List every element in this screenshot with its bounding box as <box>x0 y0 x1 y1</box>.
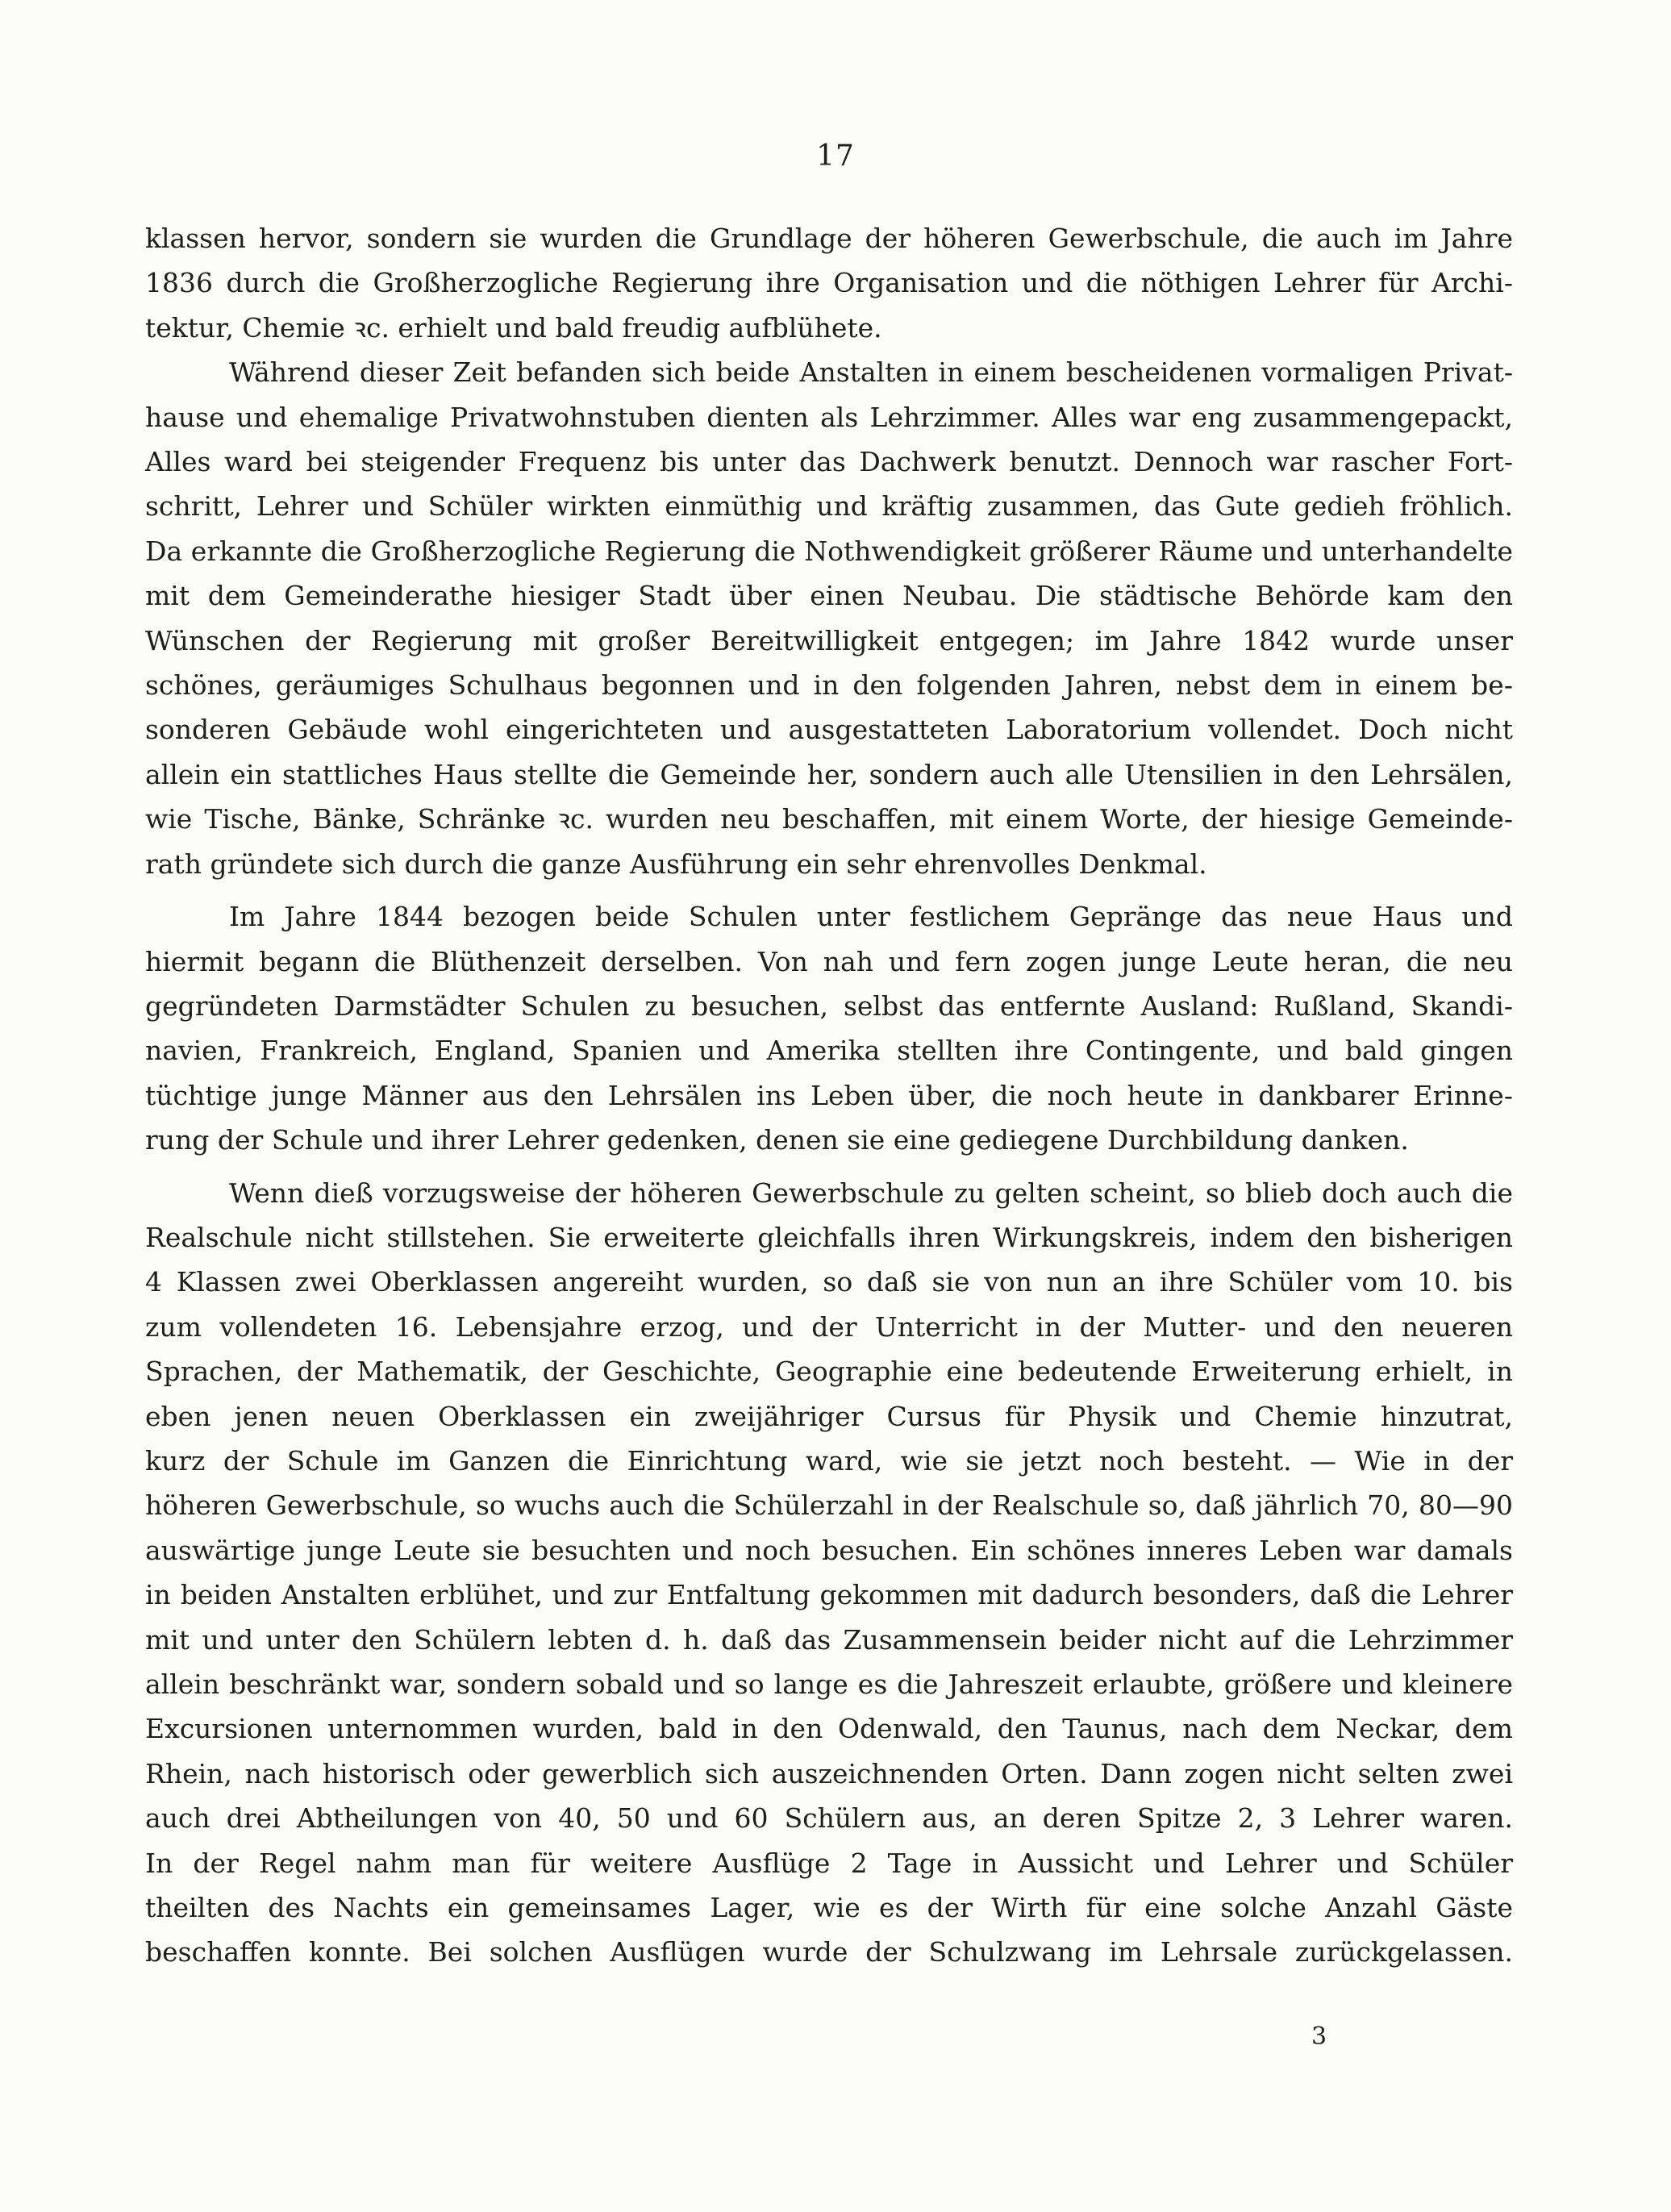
text-line: theilten des Nachts ein gemeinsames Lager, wie es der Wirth für eine solche Anzahl Gäste <box>145 1892 1513 1924</box>
text-line: Alles ward bei steigender Frequenz bis unter das Dachwerk benutzt. Dennoch war rascher Fort- <box>145 446 1513 478</box>
text-line: rung der Schule und ihrer Lehrer gedenken, denen sie eine gediegene Durchbildung danken. <box>145 1124 1409 1156</box>
text-line: 4 Klassen zwei Oberklassen angereiht wurden, so daß sie von nun an ihre Schüler vom 10. bis <box>145 1266 1513 1298</box>
text-line: Wenn dieß vorzugsweise der höheren Gewerbschule zu gelten scheint, so blieb doch auch die <box>229 1177 1513 1209</box>
text-line: wie Tische, Bänke, Schränke ꝛc. wurden neu beschaffen, mit einem Worte, der hiesige Gemeinde- <box>145 803 1513 835</box>
text-line: hause und ehemalige Privatwohnstuben dienten als Lehrzimmer. Alles war eng zusammengepackt, <box>145 401 1513 433</box>
body-text <box>145 216 1513 1975</box>
text-line: Realschule nicht stillstehen. Sie erweiterte gleichfalls ihren Wirkungskreis, indem den bisherigen <box>145 1221 1513 1253</box>
text-line: schönes, geräumiges Schulhaus begonnen und in den folgenden Jahren, nebst dem in einem be- <box>145 669 1513 702</box>
text-line: In der Regel nahm man für weitere Ausflüge 2 Tage in Aussicht und Lehrer und Schüler <box>145 1847 1513 1879</box>
text-line: Da erkannte die Großherzogliche Regierung die Nothwendigkeit größerer Räume und unterhandelte <box>145 535 1513 567</box>
text-line: sonderen Gebäude wohl eingerichteten und ausgestatteten Laboratorium vollendet. Doch nicht <box>145 714 1513 746</box>
text-line: rath gründete sich durch die ganze Ausführung ein sehr ehrenvolles Denkmal. <box>145 848 1207 880</box>
text-line: Rhein, nach historisch oder gewerblich sich auszeichnenden Orten. Dann zogen nicht selten zwei <box>145 1757 1513 1789</box>
text-line: Wünschen der Regierung mit großer Bereitwilligkeit entgegen; im Jahre 1842 wurde unser <box>145 624 1513 656</box>
text-line: klassen hervor, sondern sie wurden die Grundlage der höheren Gewerbschule, die auch im Jahre <box>145 223 1513 254</box>
text-line: Sprachen, der Mathematik, der Geschichte, Geographie eine bedeutende Erweiterung erhielt, in <box>145 1356 1513 1388</box>
text-line: 1836 durch die Großherzogliche Regierung ihre Organisation und die nöthigen Lehrer für Archi- <box>145 267 1513 299</box>
text-line: zum vollendeten 16. Lebensjahre erzog, und der Unterricht in der Mutter- und den neueren <box>145 1310 1513 1343</box>
text-line: eben jenen neuen Oberklassen ein zweijähriger Cursus für Physik und Chemie hinzutrat, <box>145 1400 1513 1432</box>
text-line: beschaffen konnte. Bei solchen Ausflügen wurde der Schulzwang im Lehrsale zurückgelassen. <box>145 1936 1513 1968</box>
paragraph <box>145 894 1513 1162</box>
text-line: höheren Gewerbschule, so wuchs auch die Schülerzahl in der Realschule so, daß jährlich 70, 80—90 <box>145 1489 1513 1522</box>
paragraph <box>145 350 1513 886</box>
text-line: Während dieser Zeit befanden sich beide Anstalten in einem bescheidenen vormaligen Privat- <box>229 356 1513 389</box>
paragraph <box>145 216 1513 350</box>
text-line: auswärtige junge Leute sie besuchten und noch besuchen. Ein schönes inneres Leben war damals <box>145 1534 1513 1566</box>
text-line: in beiden Anstalten erblühet, und zur Entfaltung gekommen mit dadurch besonders, daß die Lehrer <box>145 1579 1513 1611</box>
text-line: mit und unter den Schülern lebten d. h. daß das Zusammensein beider nicht auf die Lehrzimmer <box>145 1623 1513 1656</box>
text-line: Im Jahre 1844 bezogen beide Schulen unter festlichem Gepränge das neue Haus und <box>229 901 1513 933</box>
text-line: tektur, Chemie ꝛc. erhielt und bald freudig aufblühete. <box>145 311 882 344</box>
text-line: hiermit begann die Blüthenzeit derselben. Von nah und fern zogen junge Leute heran, die neu <box>145 945 1513 977</box>
text-line: schritt, Lehrer und Schüler wirkten einmüthig und kräftig zusammen, das Gute gedieh fröhlich. <box>145 490 1513 523</box>
text-line: Excursionen unternommen wurden, bald in den Odenwald, den Taunus, nach dem Neckar, dem <box>145 1713 1513 1745</box>
text-line: allein ein stattliches Haus stellte die Gemeinde her, sondern auch alle Utensilien in den Lehrsälen, <box>145 758 1513 790</box>
paragraph <box>145 1171 1513 1975</box>
text-line: allein beschränkt war, sondern sobald und so lange es die Jahreszeit erlaubte, größere und kleinere <box>145 1668 1513 1700</box>
text-line: auch drei Abtheilungen von 40, 50 und 60 Schülern aus, an deren Spitze 2, 3 Lehrer waren. <box>145 1802 1513 1835</box>
text-line: tüchtige junge Männer aus den Lehrsälen ins Leben über, die noch heute in dankbarer Erinne- <box>145 1079 1513 1111</box>
signature-mark: 3 <box>1311 2022 1327 2051</box>
page-number: 17 <box>816 140 855 173</box>
text-line: navien, Frankreich, England, Spanien und Amerika stellten ihre Contingente, und bald gingen <box>145 1035 1513 1067</box>
text-line: gegründeten Darmstädter Schulen zu besuchen, selbst das entfernte Ausland: Rußland, Skandi- <box>145 989 1513 1022</box>
text-line: kurz der Schule im Ganzen die Einrichtung ward, wie sie jetzt noch besteht. — Wie in der <box>145 1444 1513 1477</box>
text-line: mit dem Gemeinderathe hiesiger Stadt über einen Neubau. Die städtische Behörde kam den <box>145 580 1513 612</box>
